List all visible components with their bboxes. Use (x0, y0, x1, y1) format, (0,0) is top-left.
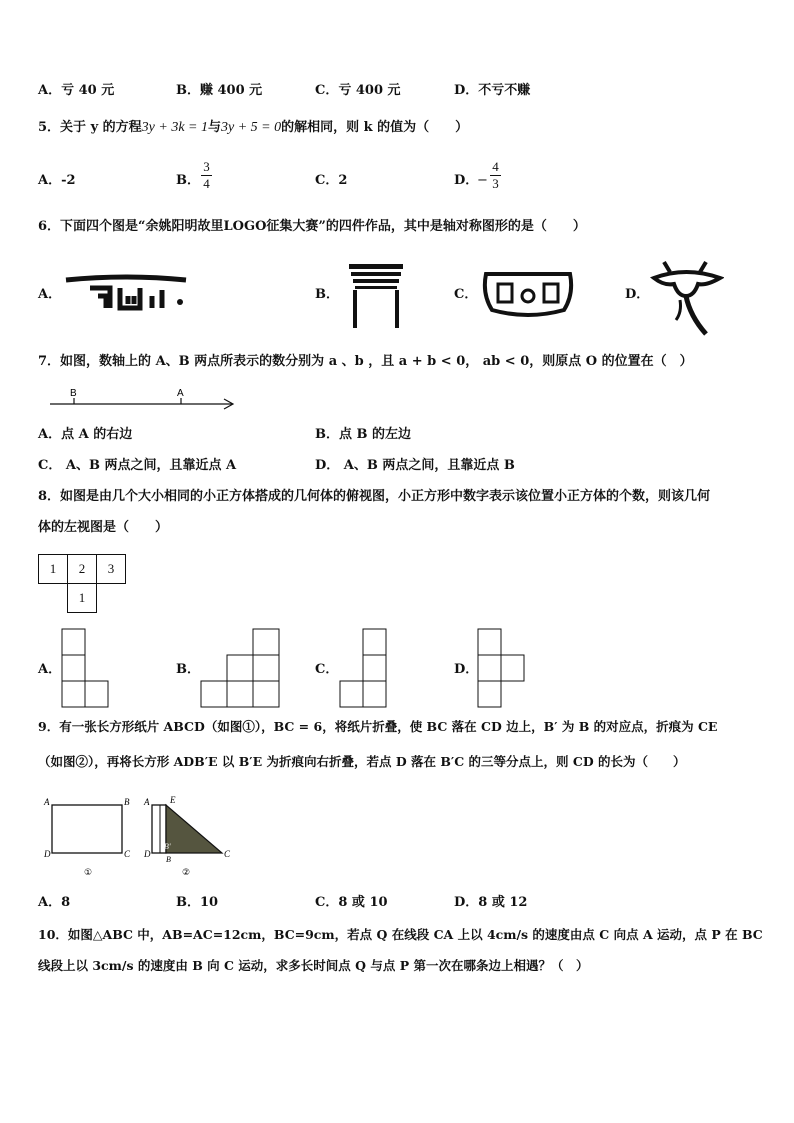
q8-stem-line2: 体的左视图是（ ） (38, 520, 169, 535)
q7-option-b: B．点 B 的左边 (315, 427, 412, 442)
q9-figure-1 (40, 795, 136, 879)
q9-f1-label-b: B (124, 797, 130, 807)
q6-option-a: A． (38, 287, 62, 302)
q5-option-b-label: B． (176, 173, 200, 188)
q5-b-numerator: 3 (203, 159, 210, 174)
grid-cell: 3 (97, 555, 126, 584)
grid-cell-empty (39, 584, 68, 613)
q5-option-b-fraction (201, 160, 212, 191)
q9-f1-label-c: C (124, 849, 131, 859)
q5-option-c: C．2 (315, 173, 348, 188)
grid-cell: 2 (68, 555, 97, 584)
q6-option-c: C． (454, 287, 478, 302)
q9-f2-label-b-prime: B' (164, 842, 171, 851)
q8-stem-line1: 8．如图是由几个大小相同的小正方体搭成的几何体的俯视图，小正方形中数字表示该位置小正方体的个数，则该几何 (38, 489, 711, 504)
q6-logo-b (345, 260, 407, 330)
q5-b-denominator: 4 (203, 176, 210, 191)
q6-stem: 6．下面四个图是“余姚阳明故里LOGO征集大赛”的四件作品，其中是轴对称图形的是（ ） (38, 219, 586, 234)
q7-option-a: A．点 A 的右边 (38, 427, 133, 442)
q8-top-view-grid (38, 554, 126, 613)
q4-option-b: B．赚 400 元 (176, 83, 263, 98)
q9-option-a: A．8 (38, 895, 71, 910)
q6-option-b: B． (315, 287, 339, 302)
grid-cell: 1 (39, 555, 68, 584)
q10-stem-line1: 10．如图△ABC 中，AB=AC=12cm，BC=9cm，若点 Q 在线段 CA 上以 4cm/s 的速度由点 C 向点 A 运动，点 P 在 BC (38, 927, 763, 942)
q5-stem-pre: 5．关于 y 的方程 (38, 120, 142, 135)
q9-option-d: D．8 或 12 (454, 895, 528, 910)
q9-f1-caption: ① (84, 868, 93, 878)
q9-f1-label-d: D (44, 849, 51, 859)
q4-option-a: A．亏 40 元 (38, 83, 115, 98)
q9-option-c: C．8 或 10 (315, 895, 388, 910)
grid-cell-empty (97, 584, 126, 613)
q5-option-d-sign: − (477, 173, 488, 188)
q7-label-a: A (177, 388, 184, 399)
q10-stem-line2: 线段上以 3cm/s 的速度由 B 向 C 运动，求多长时间点 Q 与点 P 第一次在哪条边上相遇？（ ） (38, 958, 589, 973)
q5-d-numerator: 4 (492, 159, 499, 174)
q5-option-d-fraction (490, 160, 501, 191)
q9-f2-caption: ② (182, 868, 191, 878)
q8-option-d: D． (454, 662, 479, 677)
q6-logo-a (62, 272, 190, 314)
q7-stem: 7．如图，数轴上的 A、B 两点所表示的数分别为 a 、b ，且 a + b < 0， ab < 0，则原点 O 的位置在（ ） (38, 354, 693, 369)
q7-label-b: B (70, 388, 77, 399)
q9-figure-2 (140, 795, 240, 879)
q9-f2-label-d: D (144, 849, 151, 859)
q5-eq2: 3y + 5 = 0 (221, 120, 282, 135)
q8-figure-c (339, 628, 389, 708)
q7-option-d: D． A、B 两点之间，且靠近点 B (315, 458, 515, 473)
q8-figure-b (200, 628, 282, 708)
q9-f2-label-a: A (144, 797, 150, 807)
q5-stem-mid: 与 (207, 120, 221, 135)
q5-stem (38, 119, 468, 137)
grid-cell: 1 (68, 584, 97, 613)
q8-figure-d (477, 628, 527, 708)
q9-stem-line2: （如图②），再将长方形 ADB′E 以 B′E 为折痕向右折叠，若点 D 落在 B′C 的三等分点上，则 CD 的长为（ ） (38, 754, 686, 769)
q5-stem-post: 的解相同，则 k 的值为（ ） (281, 120, 469, 135)
q6-option-d: D． (625, 287, 650, 302)
q9-f2-label-c: C (224, 849, 231, 859)
q9-option-b: B．10 (176, 895, 219, 910)
q4-option-c: C．亏 400 元 (315, 83, 401, 98)
q4-option-d: D．不亏不赚 (454, 83, 531, 98)
q8-figure-a (61, 628, 111, 708)
q5-option-d-label: D． (454, 173, 479, 188)
q7-number-line (44, 384, 240, 414)
q5-eq1: 3y + 3k = 1 (141, 120, 208, 135)
q8-option-b: B． (176, 662, 200, 677)
q6-logo-c (478, 264, 578, 322)
q9-f2-label-e: E (170, 795, 176, 805)
q5-option-a: A．-2 (38, 173, 76, 188)
q9-f2-label-b: B (166, 855, 171, 864)
q7-option-c: C． A、B 两点之间，且靠近点 A (38, 458, 237, 473)
q8-option-a: A． (38, 662, 62, 677)
q9-f1-label-a: A (44, 797, 50, 807)
q5-d-denominator: 3 (492, 176, 499, 191)
q6-logo-d (650, 256, 724, 340)
q9-stem-line1: 9．有一张长方形纸片 ABCD（如图①），BC = 6，将纸片折叠，使 BC 落在 CD 边上，B′ 为 B 的对应点，折痕为 CE (38, 719, 718, 734)
q8-option-c: C． (315, 662, 339, 677)
